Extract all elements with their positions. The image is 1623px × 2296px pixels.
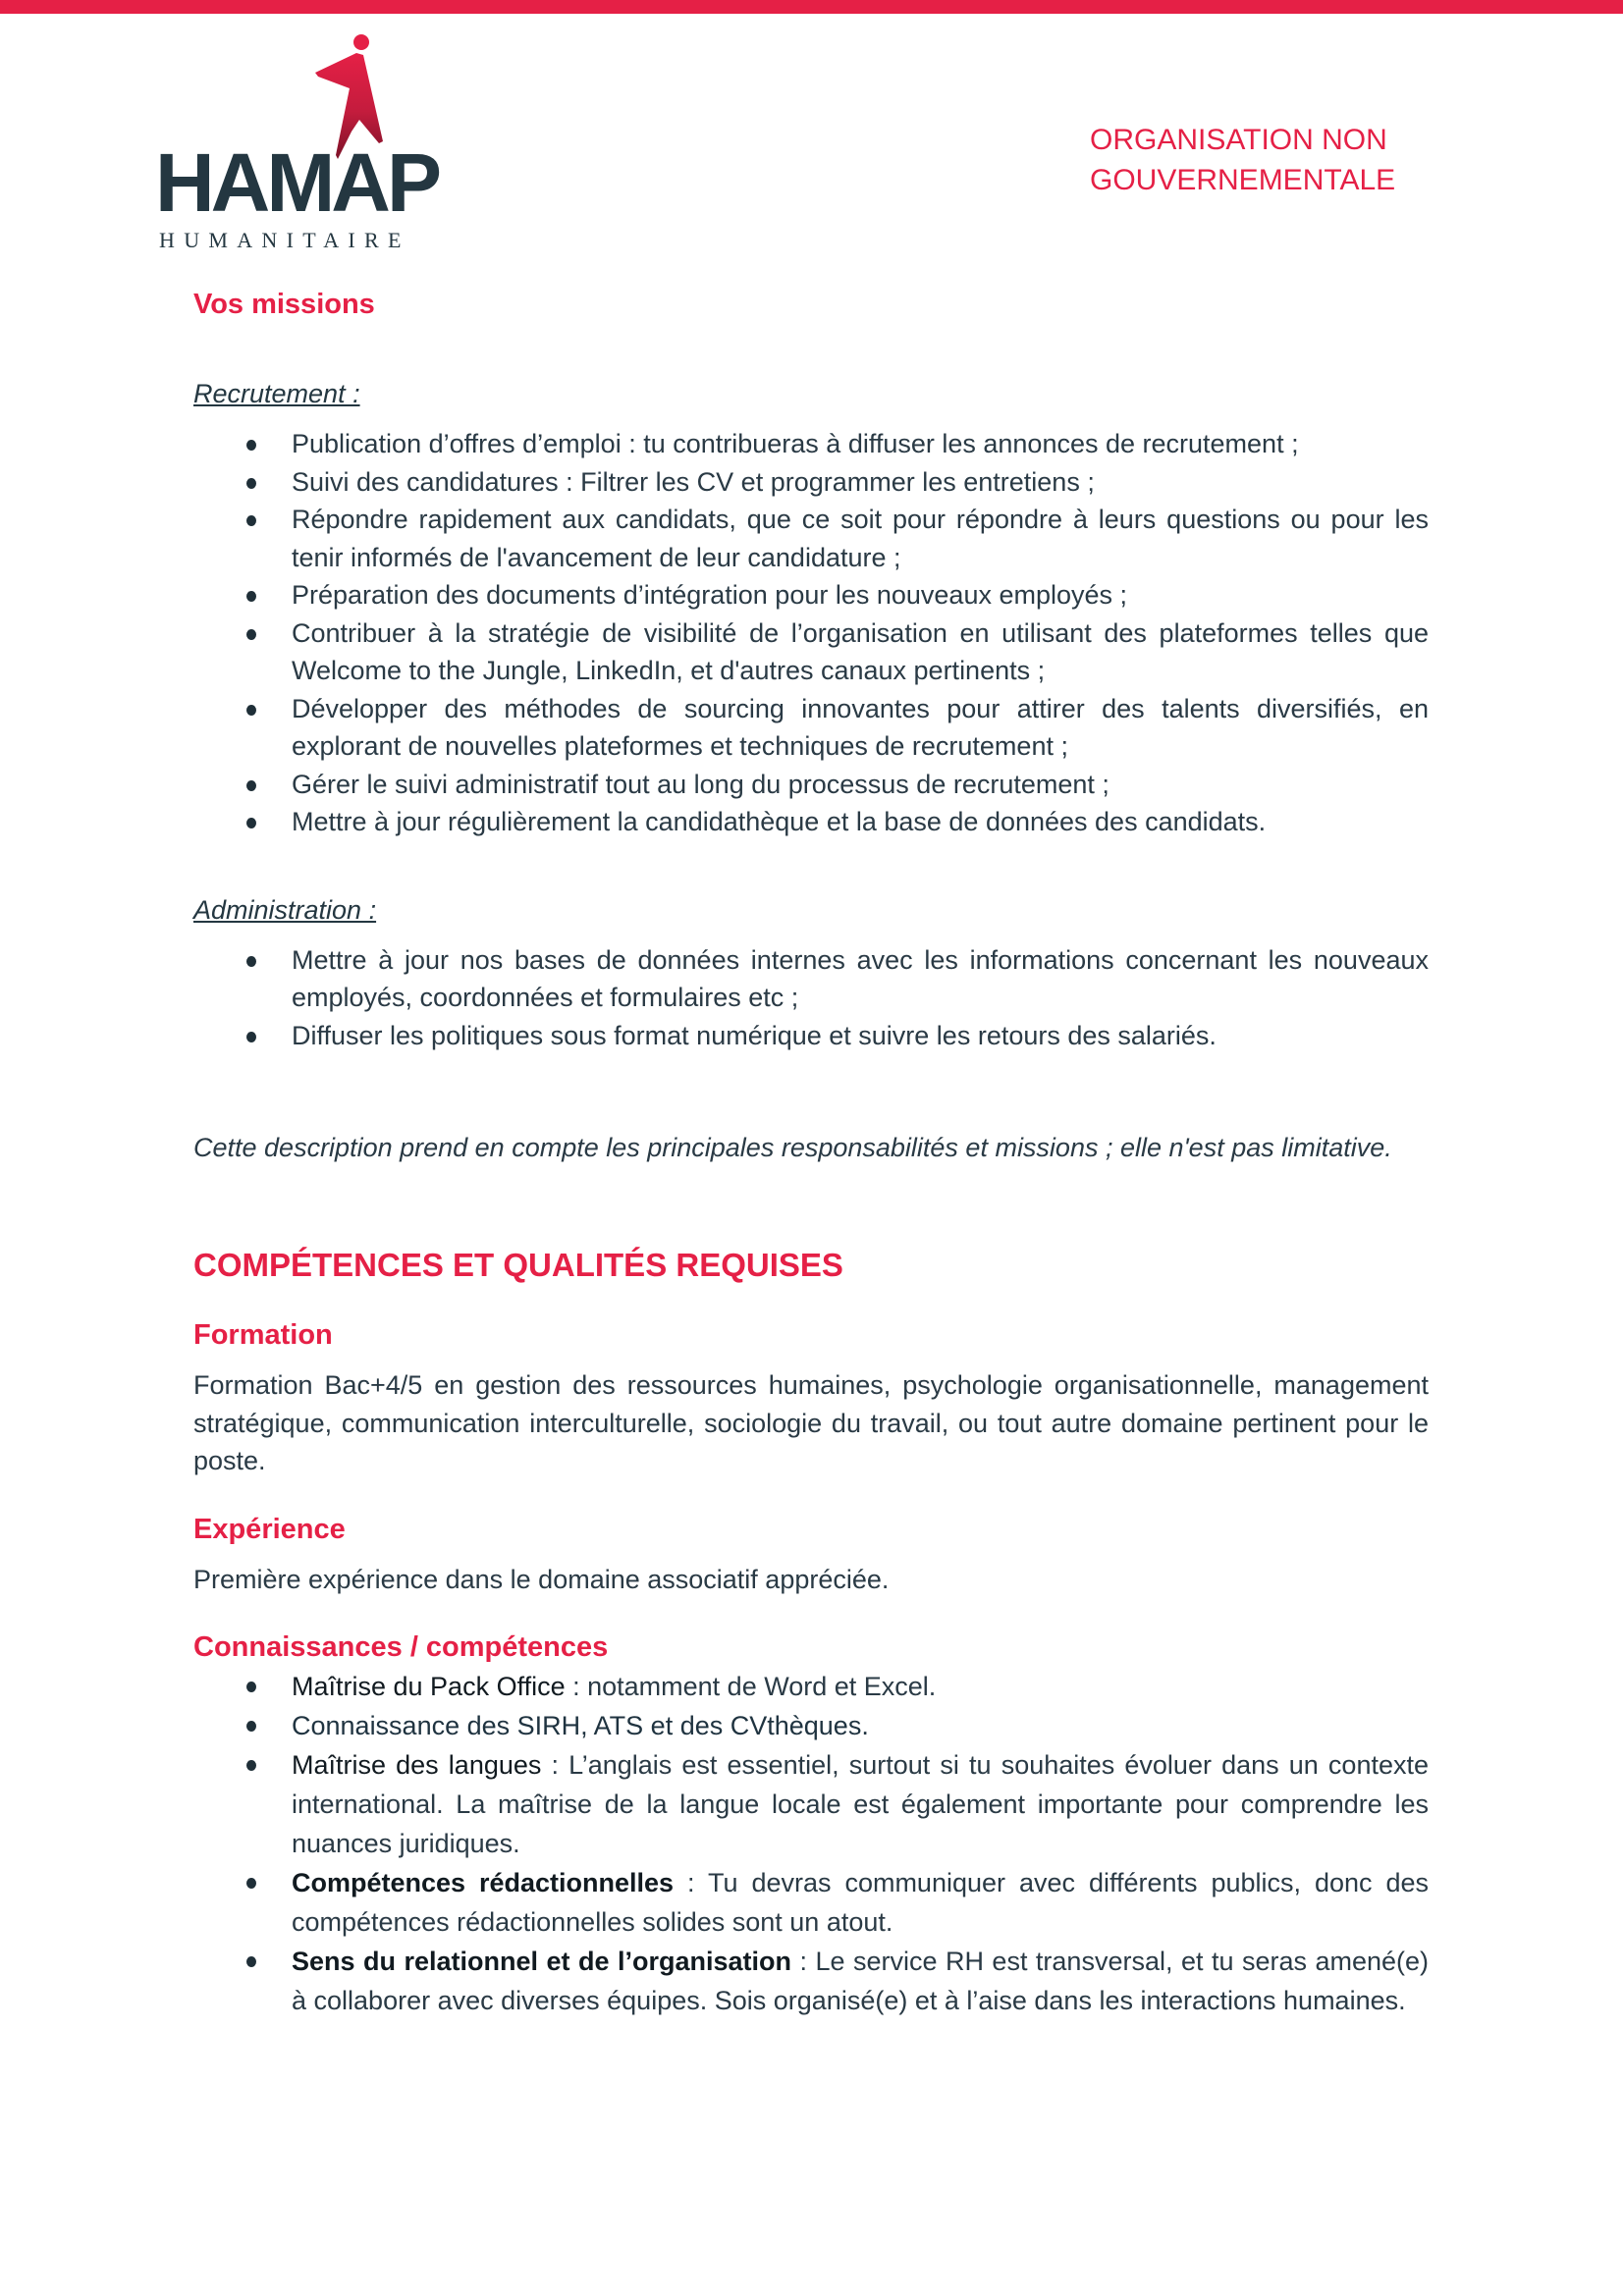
list-item: Développer des méthodes de sourcing innovantes pour attirer des talents diversifiés, en explorant de nouvelles plateformes et techniques de recrutement ; xyxy=(193,690,1429,766)
list-item xyxy=(193,1863,1429,1942)
administration-subtitle: Administration : xyxy=(193,894,377,925)
experience-title: Expérience xyxy=(193,1513,346,1545)
list-item: Suivi des candidatures : Filtrer les CV et programmer les entretiens ; xyxy=(193,463,1429,502)
document-body xyxy=(193,285,1429,2020)
missions-title: Vos missions xyxy=(193,289,375,320)
item-lead: Maîtrise du Pack Office xyxy=(292,1672,566,1701)
list-item: Répondre rapidement aux candidats, que ce soit pour répondre à leurs questions ou pour les tenir informés de l'avancement de leur candidature ; xyxy=(193,501,1429,576)
item-lead: Sens du relationnel et de l’organisation xyxy=(292,1947,791,1976)
item-text: Connaissance des SIRH, ATS et des CVthèques. xyxy=(292,1711,869,1740)
connaissances-list xyxy=(193,1667,1429,2020)
top-accent-bar xyxy=(0,0,1623,14)
org-type-label xyxy=(1090,120,1414,200)
formation-title: Formation xyxy=(193,1319,333,1351)
list-item: Contribuer à la stratégie de visibilité de l’organisation en utilisant des plateformes telles que Welcome to the Jungle, LinkedIn, et d'autres canaux pertinents ; xyxy=(193,614,1429,690)
list-item: Publication d’offres d’emploi : tu contribueras à diffuser les annonces de recrutement ; xyxy=(193,425,1429,463)
org-type-line-1: ORGANISATION NON xyxy=(1090,124,1387,156)
item-text: : L’anglais est essentiel, surtout si tu souhaites évoluer dans un contexte international. La maîtrise de la langue locale est également importante pour comprendre les nuances juridiques. xyxy=(292,1750,1430,1858)
item-lead: Maîtrise des langues xyxy=(292,1750,542,1780)
connaissances-title: Connaissances / compétences xyxy=(193,1631,609,1663)
list-item xyxy=(193,1745,1429,1863)
experience-text: Première expérience dans le domaine associatif appréciée. xyxy=(193,1564,890,1594)
list-item: Gérer le suivi administratif tout au long du processus de recrutement ; xyxy=(193,766,1429,804)
competences-title: COMPÉTENCES ET QUALITÉS REQUISES xyxy=(193,1247,843,1283)
list-item xyxy=(193,1942,1429,2020)
formation-text: Formation Bac+4/5 en gestion des ressources humaines, psychologie organisationnelle, management stratégique, communication interculturelle, sociologie du travail, ou tout autre domaine pertinent pour le poste. xyxy=(193,1370,1429,1475)
logo-subtitle: HUMANITAIRE xyxy=(159,228,410,252)
item-lead: Compétences rédactionnelles xyxy=(292,1868,675,1897)
item-text: : notamment de Word et Excel. xyxy=(565,1672,937,1701)
administration-list xyxy=(193,941,1429,1055)
recrutement-subtitle: Recrutement : xyxy=(193,379,360,408)
recrutement-list xyxy=(193,425,1429,841)
list-item xyxy=(193,1706,1429,1745)
item-text: : Tu devras communiquer avec différents publics, donc des compétences rédactionnelles solides sont un atout. xyxy=(292,1868,1429,1937)
hamap-logo xyxy=(155,33,440,252)
org-type-line-2: GOUVERNEMENTALE xyxy=(1090,164,1396,196)
list-item: Diffuser les politiques sous format numérique et suivre les retours des salariés. xyxy=(193,1017,1429,1055)
description-note: Cette description prend en compte les principales responsabilités et missions ; elle n'est pas limitative. xyxy=(193,1133,1392,1162)
list-item: Mettre à jour nos bases de données internes avec les informations concernant les nouveaux employés, coordonnées et formulaires etc ; xyxy=(193,941,1429,1017)
list-item xyxy=(193,1667,1429,1706)
item-text: : Le service RH est transversal, et tu seras amené(e) à collaborer avec diverses équipes. Sois organisé(e) et à l’aise dans les interactions humaines. xyxy=(292,1947,1430,2015)
list-item: Préparation des documents d’intégration pour les nouveaux employés ; xyxy=(193,576,1429,614)
list-item: Mettre à jour régulièrement la candidathèque et la base de données des candidats. xyxy=(193,803,1429,841)
logo-wordmark: HAMAP xyxy=(155,136,438,229)
